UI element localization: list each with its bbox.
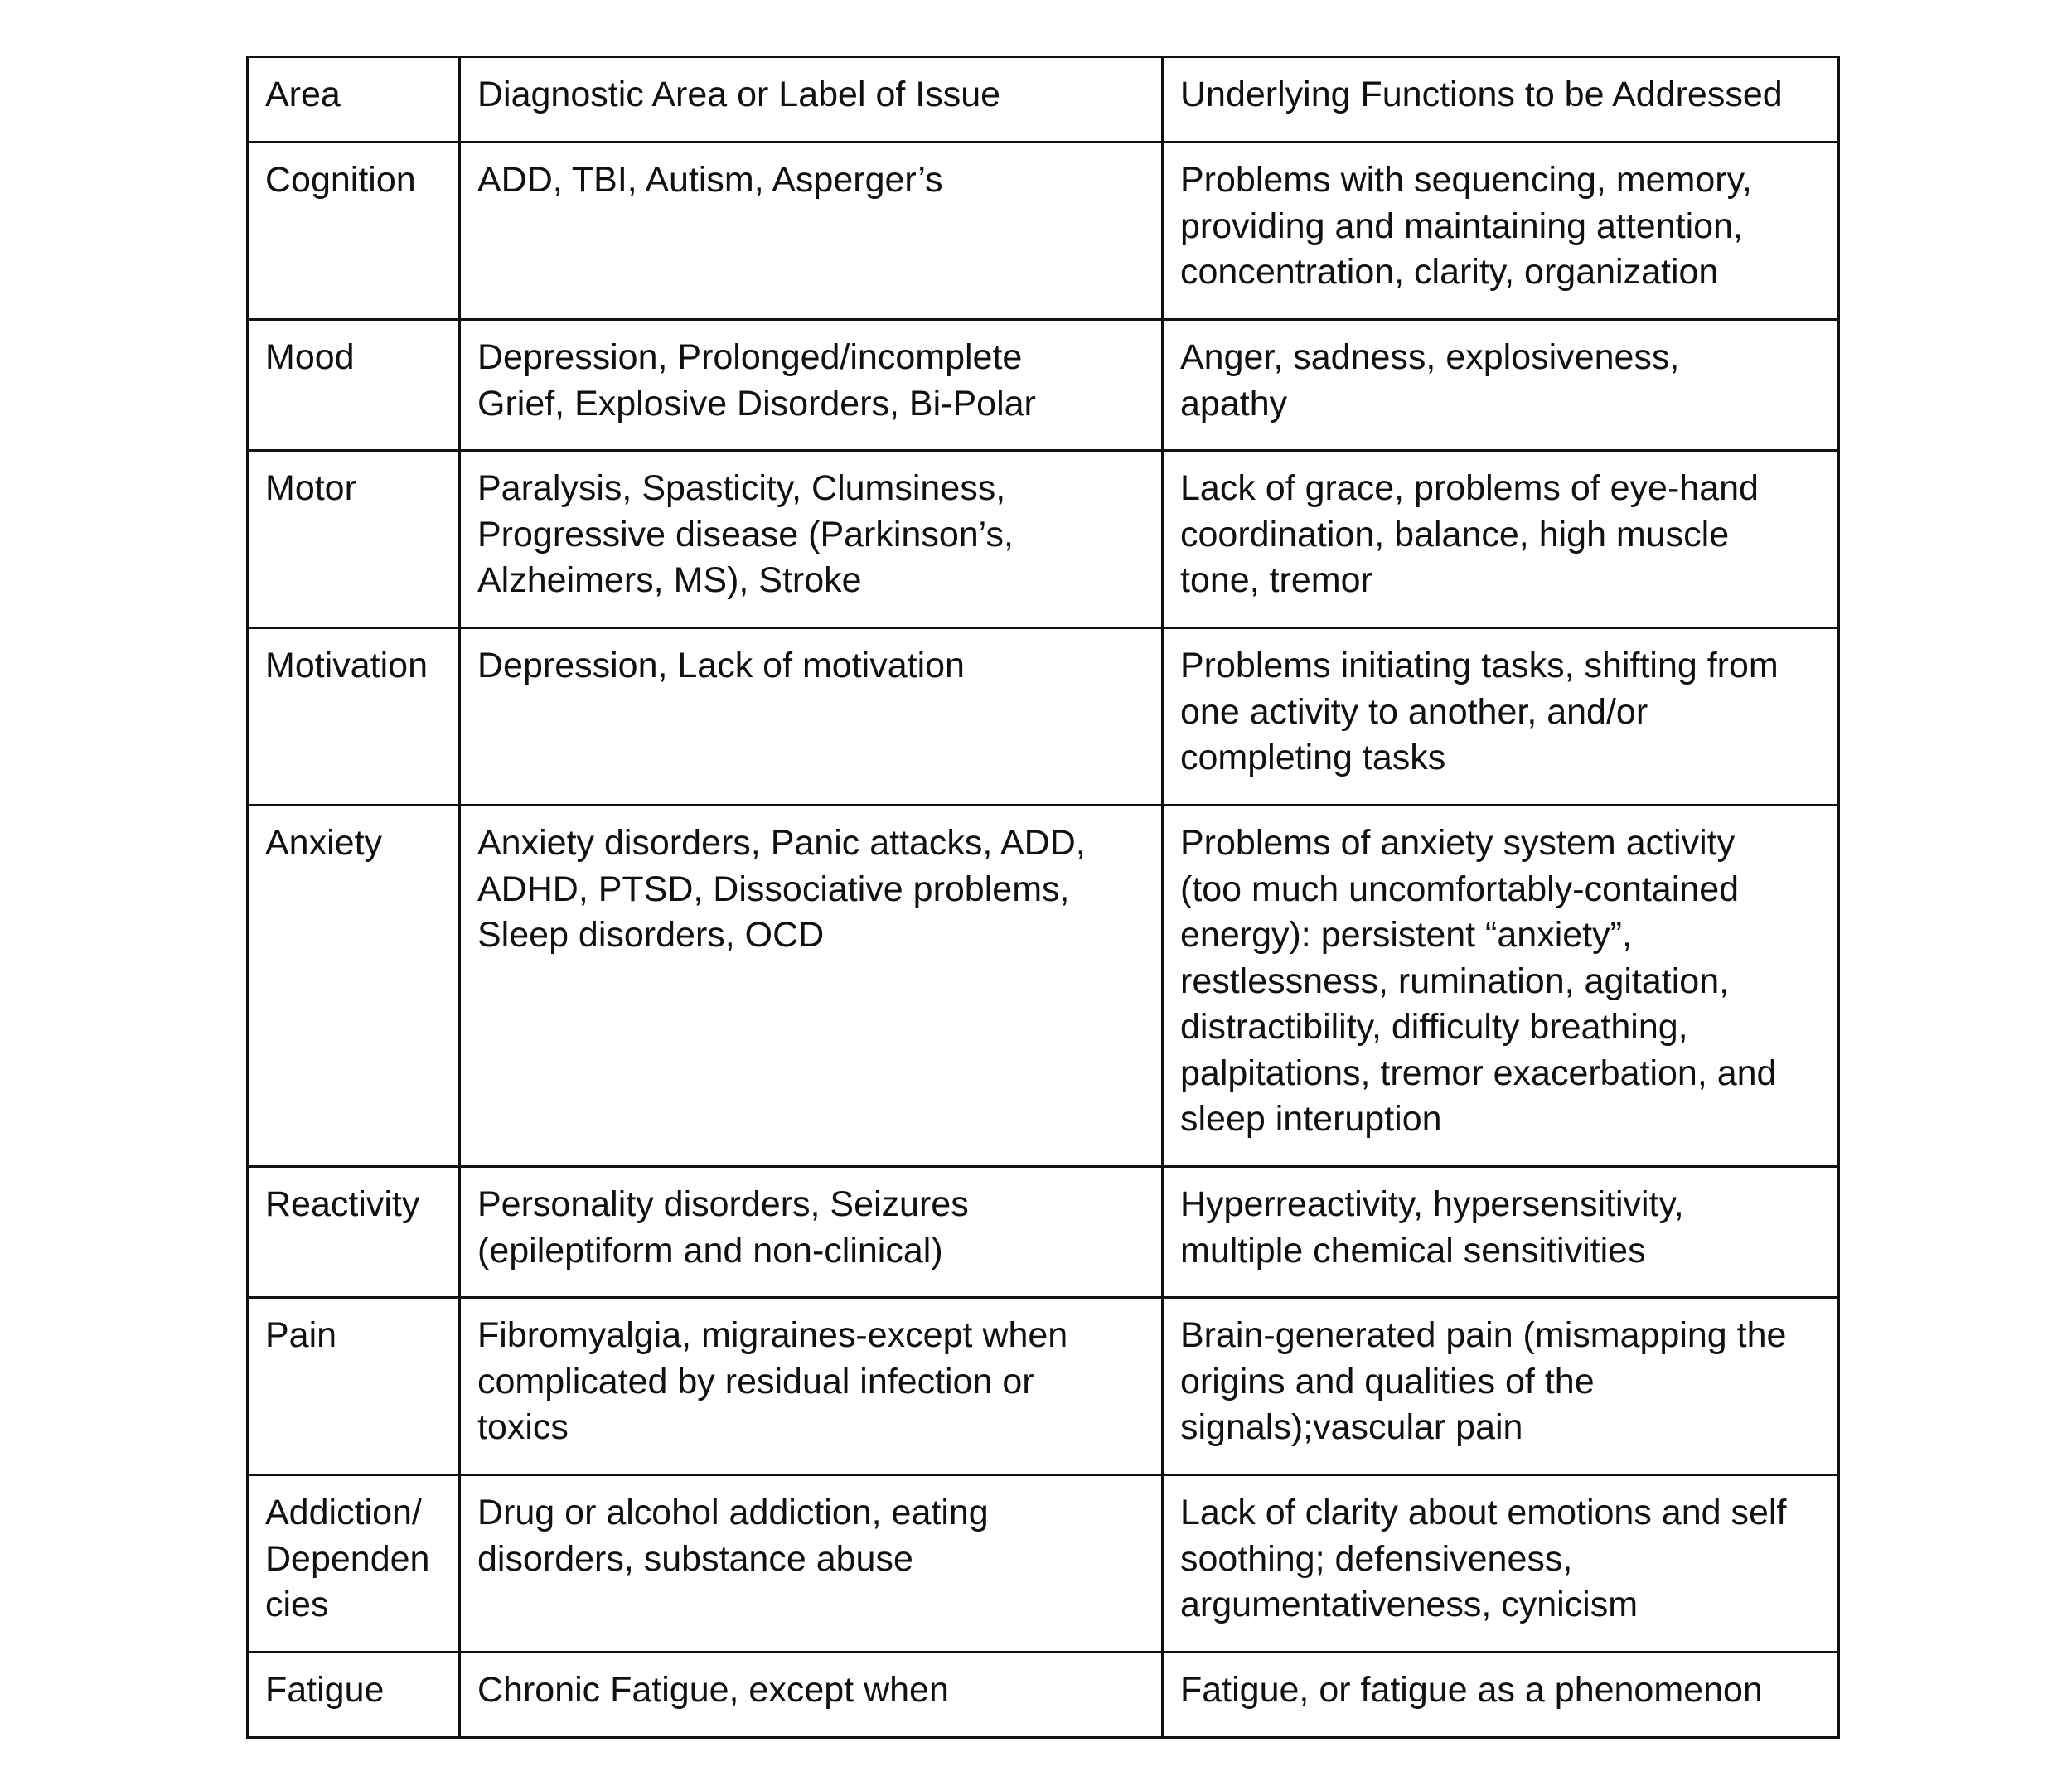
- table-row: [248, 1475, 1839, 1653]
- cell-area: Fatigue: [248, 1653, 460, 1738]
- table-row: [248, 628, 1839, 806]
- cell-functions: Hyperreactivity, hypersensitivity, multiple chemical sensitivities: [1163, 1167, 1839, 1298]
- table-row: [248, 1298, 1839, 1475]
- cell-functions: Fatigue, or fatigue as a phenomenon: [1163, 1653, 1839, 1738]
- cell-diagnostic: Depression, Prolonged/incomplete Grief, Explosive Disorders, Bi-Polar: [460, 320, 1163, 451]
- cell-area: Addiction/ Dependen cies: [248, 1475, 460, 1653]
- table-row: [248, 1167, 1839, 1298]
- cell-diagnostic: Drug or alcohol addiction, eating disorders, substance abuse: [460, 1475, 1163, 1653]
- table-row: [248, 1653, 1839, 1738]
- cell-functions: Problems initiating tasks, shifting from one activity to another, and/or completing tasks: [1163, 628, 1839, 806]
- cell-diagnostic: ADD, TBI, Autism, Asperger’s: [460, 143, 1163, 320]
- cell-diagnostic: Anxiety disorders, Panic attacks, ADD, ADHD, PTSD, Dissociative problems, Sleep disorders, OCD: [460, 806, 1163, 1167]
- header-diagnostic: Diagnostic Area or Label of Issue: [460, 57, 1163, 143]
- cell-area: Mood: [248, 320, 460, 451]
- cell-functions: Lack of grace, problems of eye-hand coordination, balance, high muscle tone, tremor: [1163, 451, 1839, 628]
- table-row: [248, 320, 1839, 451]
- header-functions: Underlying Functions to be Addressed: [1163, 57, 1839, 143]
- cell-diagnostic: Chronic Fatigue, except when: [460, 1653, 1163, 1738]
- header-area: Area: [248, 57, 460, 143]
- table-header-row: [248, 57, 1839, 143]
- cell-area: Reactivity: [248, 1167, 460, 1298]
- cell-diagnostic: Fibromyalgia, migraines-except when complicated by residual infection or toxics: [460, 1298, 1163, 1475]
- cell-functions: Brain-generated pain (mismapping the origins and qualities of the signals);vascular pain: [1163, 1298, 1839, 1475]
- table-row: [248, 806, 1839, 1167]
- table-row: [248, 451, 1839, 628]
- cell-area: Anxiety: [248, 806, 460, 1167]
- diagnostic-areas-table: [246, 56, 1840, 1739]
- cell-area: Motivation: [248, 628, 460, 806]
- cell-area: Motor: [248, 451, 460, 628]
- cell-area: Cognition: [248, 143, 460, 320]
- table-row: [248, 143, 1839, 320]
- cell-functions: Anger, sadness, explosiveness, apathy: [1163, 320, 1839, 451]
- cell-functions: Problems with sequencing, memory, providing and maintaining attention, concentration, clarity, organization: [1163, 143, 1839, 320]
- cell-diagnostic: Paralysis, Spasticity, Clumsiness, Progressive disease (Parkinson’s, Alzheimers, MS), Stroke: [460, 451, 1163, 628]
- cell-functions: Lack of clarity about emotions and self soothing; defensiveness, argumentativeness, cynicism: [1163, 1475, 1839, 1653]
- cell-area: Pain: [248, 1298, 460, 1475]
- cell-diagnostic: Personality disorders, Seizures (epileptiform and non-clinical): [460, 1167, 1163, 1298]
- cell-diagnostic: Depression, Lack of motivation: [460, 628, 1163, 806]
- cell-functions: Problems of anxiety system activity (too much uncomfortably-contained energy): persistent “anxiety”, restlessness, rumination, agitation, distractibility, difficulty breathing, palpitations, tremor exacerbation, and sleep interuption: [1163, 806, 1839, 1167]
